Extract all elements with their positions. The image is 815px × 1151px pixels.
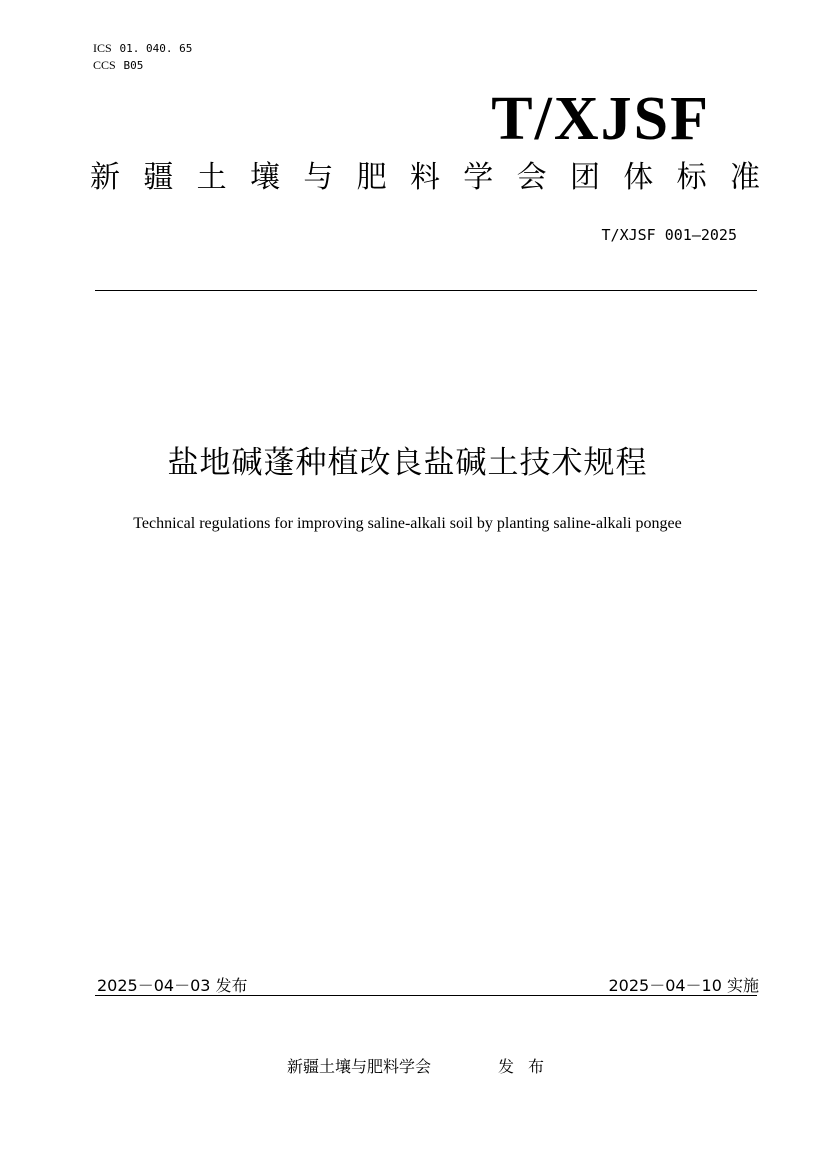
ccs-value: B05 — [123, 59, 144, 72]
standard-number: T/XJSF 001—2025 — [601, 226, 737, 244]
ccs-line — [93, 57, 192, 74]
org-title-char: 学 — [463, 160, 494, 195]
org-title-char: 疆 — [143, 160, 174, 195]
ics-ccs-block — [93, 40, 192, 74]
top-divider — [95, 290, 757, 291]
org-title-char: 肥 — [356, 160, 387, 195]
publisher-action: 发布 — [498, 1057, 559, 1076]
org-title-char: 会 — [516, 160, 547, 195]
implementation-date: 2025－04－10 实施 — [608, 976, 759, 995]
publish-date: 2025－04－03 发布 — [97, 976, 248, 995]
org-title-char: 团 — [569, 160, 600, 195]
org-title-char: 土 — [196, 160, 227, 195]
organization-title — [90, 158, 760, 198]
org-title-char: 与 — [303, 160, 334, 195]
standard-brand-logo: T/XJSF — [491, 85, 710, 153]
bottom-divider — [95, 995, 757, 996]
org-title-char: 壤 — [249, 160, 280, 195]
document-title-chinese: 盐地碱蓬种植改良盐碱土技术规程 — [167, 445, 648, 481]
org-title-char: 新 — [90, 160, 120, 195]
ics-line — [93, 40, 192, 57]
org-title-char: 准 — [729, 160, 760, 195]
org-title-char: 体 — [623, 160, 654, 195]
org-title-char: 标 — [676, 160, 707, 195]
ccs-label: CCS — [93, 58, 116, 72]
ics-value: 01. 040. 65 — [119, 42, 193, 55]
document-title-english: Technical regulations for improving saline-alkali soil by planting saline-alkali pongee — [133, 515, 682, 532]
publisher-name: 新疆土壤与肥料学会 — [287, 1057, 432, 1076]
ics-label: ICS — [93, 41, 112, 55]
org-title-char: 料 — [409, 160, 440, 195]
